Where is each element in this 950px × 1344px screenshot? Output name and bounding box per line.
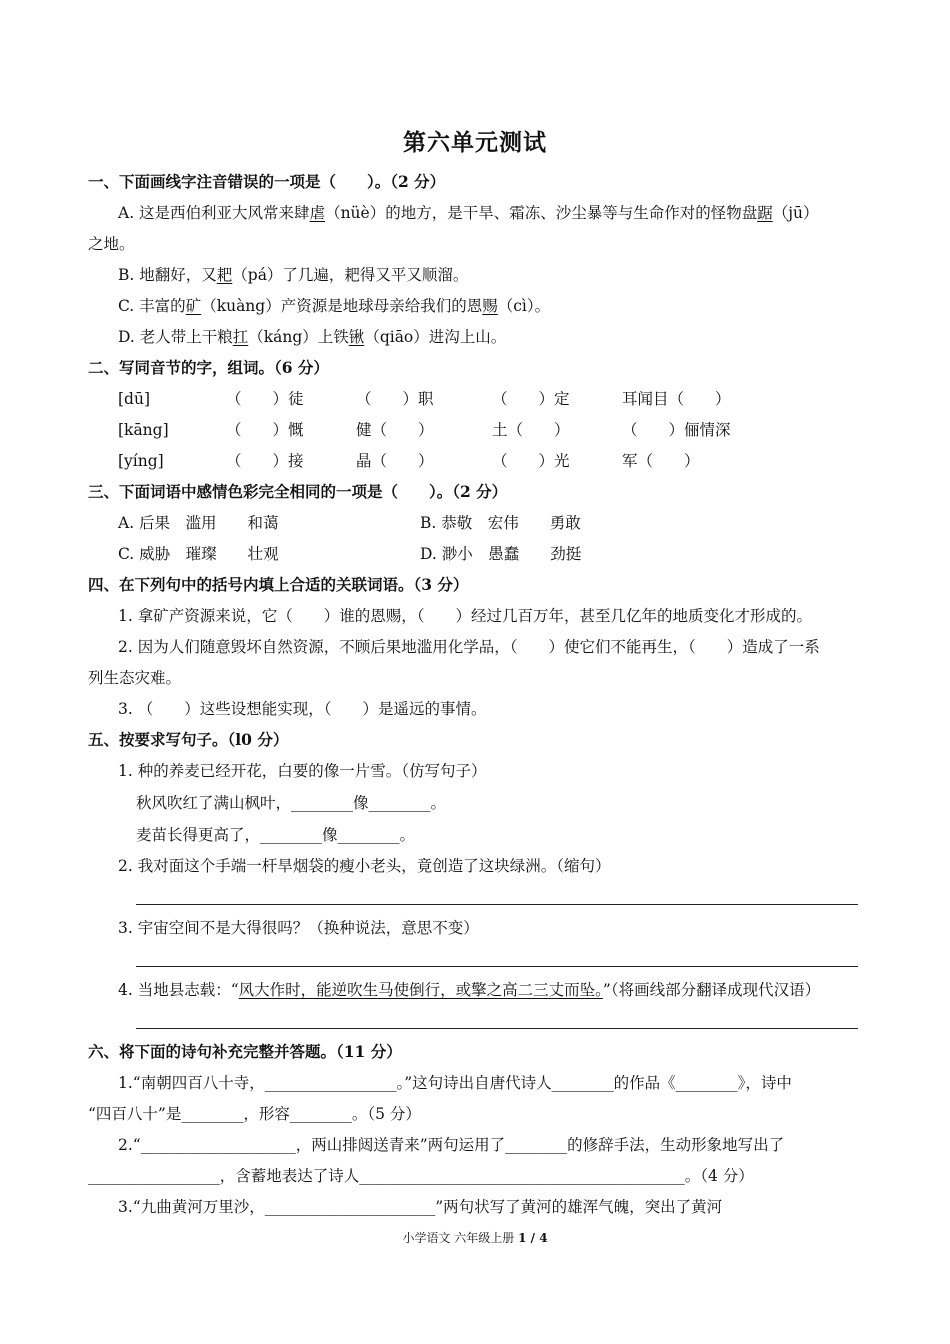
q4-sentence-1: 1. 拿矿产资源来说，它（ ）谁的恩赐，（ ）经过几百万年，甚至几亿年的地质变化才形成的。 [118,607,812,625]
q5-sentence-1: 1. 种的养麦已经开花，白要的像一片雪。（仿写句子） [118,762,487,780]
page-number: 1 / 4 [518,1231,548,1245]
q2-row2-item4: （ ）俪情深 [622,421,731,439]
q4-sentence-2-cont: 列生态灾难。 [88,669,182,687]
q2-row1-item2: （ ）职 [356,390,434,408]
q6-heading: 六、将下面的诗句补充完整并答题。（11 分） [88,1042,402,1061]
q3-option-b: B. 恭敬 宏伟 勇敢 [420,514,581,532]
q6-sentence-3: 3.“九曲黄河万里沙，______________________”两句状写了黄河的雄浑气魄，突出了黄河 [118,1198,723,1216]
q5-answer-line-4[interactable] [136,1028,858,1029]
q1-option-d: D. 老人带上干粮扛（káng）上铁锹（qiāo）进沟上山。 [118,328,507,346]
q6-sentence-1-cont: “四百八十”是________，形容________。（5 分） [88,1105,421,1123]
footer-text: 小学语文 六年级上册 [402,1231,515,1245]
q5-sentence-2: 2. 我对面这个手端一杆旱烟袋的瘦小老头，竟创造了这块绿洲。（缩句） [118,857,611,875]
q1-heading: 一、下面画线字注音错误的一项是（ ）。（2 分） [88,172,446,191]
q2-heading: 二、写同音节的字，组词。（6 分） [88,358,329,377]
q5-answer-line-3[interactable] [136,966,858,967]
q5-sentence-3: 3. 宇宙空间不是大得很吗？（换种说法，意思不变） [118,919,479,937]
q5-heading: 五、按要求写句子。（l0 分） [88,730,289,749]
q4-sentence-2: 2. 因为人们随意毁坏自然资源，不顾后果地滥用化学品，（ ）使它们不能再生，（ ）造成了一系 [118,638,820,656]
q2-row3-item2: 晶（ ） [356,452,434,470]
q2-row2-item3: 土（ ） [492,421,570,439]
q2-row1-pinyin: [dū] [118,390,150,408]
q6-sentence-1: 1.“南朝四百八十寺，_________________。”这句诗出自唐代诗人________的作品《________》，诗中 [118,1074,792,1092]
q1-option-b: B. 地翻好，又耙（pá）了几遍，耙得又平又顺溜。 [118,266,469,284]
q2-row3-pinyin: [yíng] [118,452,164,470]
q1-option-c: C. 丰富的矿（kuàng）产资源是地球母亲给我们的恩赐（cì）。 [118,297,551,315]
q4-heading: 四、在下列句中的括号内填上合适的关联词语。（3 分） [88,575,469,594]
q2-row1-item3: （ ）定 [492,390,570,408]
q6-sentence-2-cont: _________________，含蓄地表达了诗人__________________________________________。（4 分） [88,1167,754,1185]
q2-row2-pinyin: [kāng] [118,421,169,439]
q5-answer-line-2[interactable] [136,904,858,905]
q4-sentence-3: 3. （ ）这些设想能实现，（ ）是遥远的事情。 [118,700,487,718]
q3-heading: 三、下面词语中感情色彩完全相同的一项是（ ）。（2 分） [88,482,508,501]
q1-option-a-cont: 之地。 [88,235,135,253]
q3-option-c: C. 威胁 璀璨 壮观 [118,545,279,563]
q2-row3-item3: （ ）光 [492,452,570,470]
q1-option-a: A. 这是西伯利亚大风常来肆虐（nüè）的地方，是干旱、霜冻、沙尘暴等与生命作对的怪物盘踞（jū） [118,204,819,222]
page-title: 第六单元测试 [403,129,547,156]
q2-row1-item1: （ ）徒 [226,390,304,408]
q5-sentence-1a: 秋风吹红了满山枫叶，________像________。 [136,794,447,812]
q5-sentence-1b: 麦苗长得更高了，________像________。 [136,826,416,844]
q2-row3-item4: 军（ ） [622,452,700,470]
q3-option-a: A. 后果 滥用 和蔼 [118,514,279,532]
page-footer [0,1229,950,1246]
q6-sentence-2: 2.“____________________，两山排闼送青来”两句运用了________的修辞手法，生动形象地写出了 [118,1136,785,1154]
q2-row2-item2: 健（ ） [356,421,434,439]
q2-row1-item4: 耳闻目（ ） [622,390,731,408]
q2-row3-item1: （ ）接 [226,452,304,470]
q3-option-d: D. 渺小 愚蠢 劲挺 [420,545,582,563]
q2-row2-item1: （ ）慨 [226,421,304,439]
q5-sentence-4: 4. 当地县志载：“风大作时，能逆吹生马使倒行，或擎之高二三丈而坠。”（将画线部分翻译成现代汉语） [118,981,821,999]
